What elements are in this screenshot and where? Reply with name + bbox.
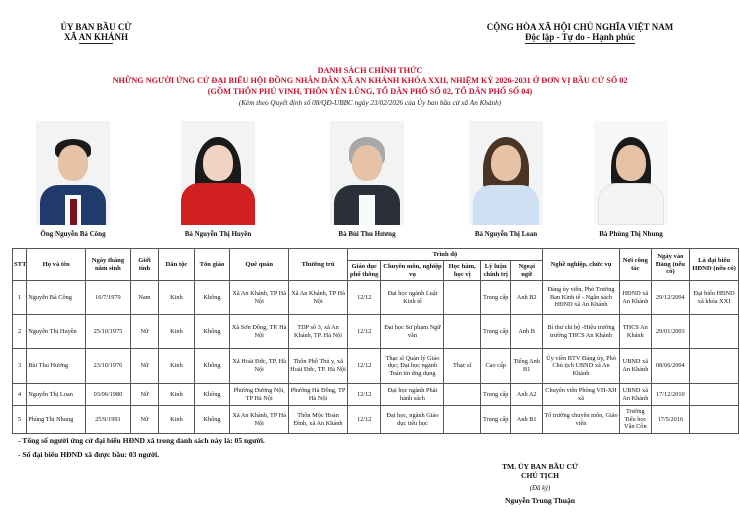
cell-dob: 03/06/1980 — [86, 384, 131, 406]
cell-stt: 4 — [13, 384, 27, 406]
candidate-table — [12, 248, 739, 434]
cell-hometown: Xã Hoài Đức, TP. Hà Nội — [230, 349, 289, 384]
cell-specialty: Đại học ngành Phát hành sách — [381, 384, 444, 406]
cell-workplace: THCS An Khánh — [620, 315, 651, 349]
portrait-tie — [70, 199, 77, 225]
cell-general-edu: 12/12 — [347, 384, 381, 406]
cell-name: Bùi Thu Hương — [27, 349, 86, 384]
issuing-authority — [36, 22, 156, 44]
signature-org: TM. ỦY BAN BẦU CỬ — [501, 462, 578, 471]
cell-general-edu: 12/12 — [347, 315, 381, 349]
cell-occupation: Ủy viên BTV Đảng ủy, Phó Chủ tịch UBND xã An Khánh — [542, 349, 619, 384]
signatory-name: Nguyễn Trung Thuận — [504, 496, 576, 505]
cell-gender: Nữ — [130, 315, 158, 349]
cell-degree — [444, 281, 481, 315]
authority-line-2: XÃ AN KHÁNH — [63, 32, 128, 42]
cell-workplace: UBND xã An Khánh — [620, 384, 651, 406]
signature-title: CHỦ TỊCH — [520, 471, 560, 480]
cell-residence: TDP số 3, xã An Khánh, TP. Hà Nội — [289, 315, 348, 349]
signature-status: (Đã ký) — [529, 485, 551, 492]
candidate-portrait — [469, 121, 543, 225]
national-motto — [470, 22, 690, 44]
cell-hometown: Xã An Khánh, TP Hà Nội — [230, 406, 289, 434]
document-title — [0, 66, 740, 109]
photo-caption: Bà Phùng Thị Nhung — [599, 230, 663, 238]
cell-degree — [444, 315, 481, 349]
cell-language: Anh B — [511, 315, 543, 349]
cell-general-edu: 12/12 — [347, 281, 381, 315]
cell-political: Trung cấp — [480, 315, 510, 349]
header-stt: STT — [13, 249, 27, 281]
candidate-portrait — [330, 121, 404, 225]
candidate-photo-card — [178, 121, 258, 238]
cell-stt: 3 — [13, 349, 27, 384]
candidate-portrait — [181, 121, 255, 225]
cell-religion: Không — [194, 384, 230, 406]
candidate-portrait — [594, 121, 668, 225]
table-row — [13, 349, 739, 384]
header-degree: Học hàm, học vị — [444, 261, 481, 281]
portrait-collar — [359, 195, 375, 225]
photo-caption: Bà Bùi Thu Hương — [338, 230, 396, 238]
cell-religion: Không — [194, 349, 230, 384]
cell-name: Nguyễn Thị Huyền — [27, 315, 86, 349]
cell-political: Trung cấp — [480, 281, 510, 315]
signature-block — [480, 462, 600, 507]
header-dob: Ngày tháng năm sinh — [86, 249, 131, 281]
motto-underline — [525, 43, 635, 44]
portrait-face — [58, 145, 88, 181]
cell-occupation: Bí thư chi bộ -Hiệu trưởng trường THCS An Khánh — [542, 315, 619, 349]
portrait-body — [181, 183, 255, 225]
cell-occupation: Đảng ủy viên, Phó Trưởng Ban Kinh tế - Ngân sách HĐND xã An Khánh — [542, 281, 619, 315]
candidate-portrait — [36, 121, 110, 225]
cell-hometown: Xã Sơn Đồng, TP. Hà Nội — [230, 315, 289, 349]
cell-party-date: 29/12/2004 — [651, 281, 690, 315]
cell-name: Nguyễn Thị Loan — [27, 384, 86, 406]
cell-specialty: Thạc sĩ Quản lý Giáo dục; Đại học ngành Toán tin ứng dụng — [381, 349, 444, 384]
candidate-photo-card — [33, 121, 113, 238]
candidate-photo-card — [591, 121, 671, 238]
header-is-delegate: Là đại biểu HĐND (nếu có) — [690, 249, 739, 281]
cell-general-edu: 12/12 — [347, 349, 381, 384]
candidate-photo-card — [327, 121, 407, 238]
header-occupation: Nghề nghiệp, chức vụ — [542, 249, 619, 281]
portrait-face — [491, 145, 521, 181]
header-language: Ngoại ngữ — [511, 261, 543, 281]
country-name: CỘNG HÒA XÃ HỘI CHỦ NGHĨA VIỆT NAM — [486, 22, 674, 32]
cell-hometown: Xã An Khánh, TP Hà Nội — [230, 281, 289, 315]
header-gender: Giới tính — [130, 249, 158, 281]
cell-name: Nguyễn Bá Công — [27, 281, 86, 315]
header-ethnicity: Dân tộc — [159, 249, 195, 281]
cell-religion: Không — [194, 281, 230, 315]
cell-occupation: Chuyên viên Phòng VH-XH xã — [542, 384, 619, 406]
title-line-3: (GỒM THÔN PHÚ VINH, THÔN YÊN LŨNG, TỔ DÂN PHỐ SỐ 02, TỔ DÂN PHỐ SỐ 04) — [207, 87, 533, 96]
cell-language: Anh B1 — [511, 406, 543, 434]
candidate-photo-card — [466, 121, 546, 238]
header-education-group: Trình độ — [347, 249, 542, 261]
cell-gender: Nữ — [130, 349, 158, 384]
authority-line-1: ỦY BAN BẦU CỬ — [60, 22, 132, 32]
cell-gender: Nữ — [130, 406, 158, 434]
cell-specialty: Đại học ngành Luật Kinh tế — [381, 281, 444, 315]
table-row — [13, 384, 739, 406]
header-workplace: Nơi công tác — [620, 249, 651, 281]
cell-occupation: Tổ trưởng chuyên môn, Giáo viên — [542, 406, 619, 434]
cell-gender: Nam — [130, 281, 158, 315]
portrait-body — [473, 185, 539, 225]
photo-caption: Bà Nguyễn Thị Loan — [474, 230, 538, 238]
authority-underline — [79, 43, 113, 44]
table-row — [13, 315, 739, 349]
cell-stt: 5 — [13, 406, 27, 434]
portrait-face — [203, 145, 233, 181]
cell-is-delegate — [690, 406, 739, 434]
candidate-photos — [0, 118, 740, 244]
cell-ethnicity: Kinh — [159, 384, 195, 406]
cell-stt: 1 — [13, 281, 27, 315]
cell-dob: 25/9/1991 — [86, 406, 131, 434]
portrait-face — [616, 145, 646, 181]
cell-residence: Xã An Khánh, TP Hà Nội — [289, 281, 348, 315]
decision-reference: (Kèm theo Quyết định số 08/QĐ-UBBC ngày 23/02/2026 của Ủy ban bầu cử xã An Khánh) — [238, 99, 502, 107]
portrait-body — [598, 183, 664, 225]
header-general-edu: Giáo dục phổ thông — [347, 261, 381, 281]
photo-caption: Ông Nguyễn Bá Công — [40, 230, 106, 238]
header-residence: Thường trú — [289, 249, 348, 281]
cell-residence: Thôn Phố Thủ y, xã Hoài Đức, TP. Hà Nội — [289, 349, 348, 384]
cell-language: Tiếng Anh B1 — [511, 349, 543, 384]
cell-general-edu: 12/12 — [347, 406, 381, 434]
photo-caption: Bà Nguyễn Thị Huyền — [184, 230, 252, 238]
cell-ethnicity: Kinh — [159, 315, 195, 349]
cell-workplace: HĐND xã An Khánh — [620, 281, 651, 315]
cell-hometown: Phường Dương Nội, TP Hà Nội — [230, 384, 289, 406]
cell-degree — [444, 384, 481, 406]
cell-is-delegate — [690, 384, 739, 406]
cell-workplace: Trường Tiểu học Vân Côn — [620, 406, 651, 434]
cell-party-date: 17/12/2010 — [651, 384, 690, 406]
motto: Độc lập - Tự do - Hạnh phúc — [524, 32, 635, 42]
cell-dob: 25/10/1975 — [86, 315, 131, 349]
title-line-2: NHỮNG NGƯỜI ỨNG CỬ ĐẠI BIỂU HỘI ĐỒNG NHÂN DÂN XÃ AN KHÁNH KHÓA XXII, NHIỆM KỲ 2026-2031 Ở ĐƠN VỊ BẦU CỬ SỐ 02 — [112, 76, 628, 85]
cell-ethnicity: Kinh — [159, 349, 195, 384]
cell-political: Trung cấp — [480, 406, 510, 434]
cell-residence: Phường Hà Đông, TP Hà Nội — [289, 384, 348, 406]
cell-residence: Thôn Mộc Hoàn Đình, xã An Khánh — [289, 406, 348, 434]
cell-gender: Nữ — [130, 384, 158, 406]
cell-is-delegate — [690, 349, 739, 384]
cell-specialty: Đại học Sư phạm Ngữ văn — [381, 315, 444, 349]
cell-is-delegate: Đại biểu HĐND xã khóa XXI — [690, 281, 739, 315]
header-hometown: Quê quán — [230, 249, 289, 281]
header-specialty: Chuyên môn, nghiệp vụ — [381, 261, 444, 281]
note-total-candidates: - Tổng số người ứng cử đại biểu HĐND xã trong danh sách này là: 05 người. — [18, 436, 265, 445]
table-row — [13, 281, 739, 315]
cell-stt: 2 — [13, 315, 27, 349]
cell-ethnicity: Kinh — [159, 281, 195, 315]
cell-political: Trung cấp — [480, 384, 510, 406]
note-elected-count: - Số đại biểu HĐND xã được bầu: 03 người. — [18, 450, 160, 459]
cell-party-date: 08/06/2004 — [651, 349, 690, 384]
cell-ethnicity: Kinh — [159, 406, 195, 434]
table-row — [13, 406, 739, 434]
header-political: Lý luận chính trị — [480, 261, 510, 281]
cell-workplace: UBND xã An Khánh — [620, 349, 651, 384]
cell-language: Anh A2 — [511, 384, 543, 406]
cell-is-delegate — [690, 315, 739, 349]
portrait-face — [352, 145, 382, 181]
cell-party-date: 17/5/2016 — [651, 406, 690, 434]
cell-language: Anh B2 — [511, 281, 543, 315]
cell-religion: Không — [194, 406, 230, 434]
header-party-date: Ngày vào Đảng (nếu có) — [651, 249, 690, 281]
cell-degree — [444, 406, 481, 434]
cell-specialty: Đại học, ngành Giáo dục tiểu học — [381, 406, 444, 434]
cell-party-date: 29/01/2003 — [651, 315, 690, 349]
cell-political: Cao cấp — [480, 349, 510, 384]
cell-religion: Không — [194, 315, 230, 349]
header-religion: Tôn giáo — [194, 249, 230, 281]
cell-degree: Thạc sĩ — [444, 349, 481, 384]
header-name: Họ và tên — [27, 249, 86, 281]
cell-dob: 23/10/1976 — [86, 349, 131, 384]
summary-notes — [18, 434, 265, 462]
title-line-1: DANH SÁCH CHÍNH THỨC — [317, 66, 423, 75]
cell-name: Phùng Thị Nhung — [27, 406, 86, 434]
cell-dob: 16/7/1979 — [86, 281, 131, 315]
